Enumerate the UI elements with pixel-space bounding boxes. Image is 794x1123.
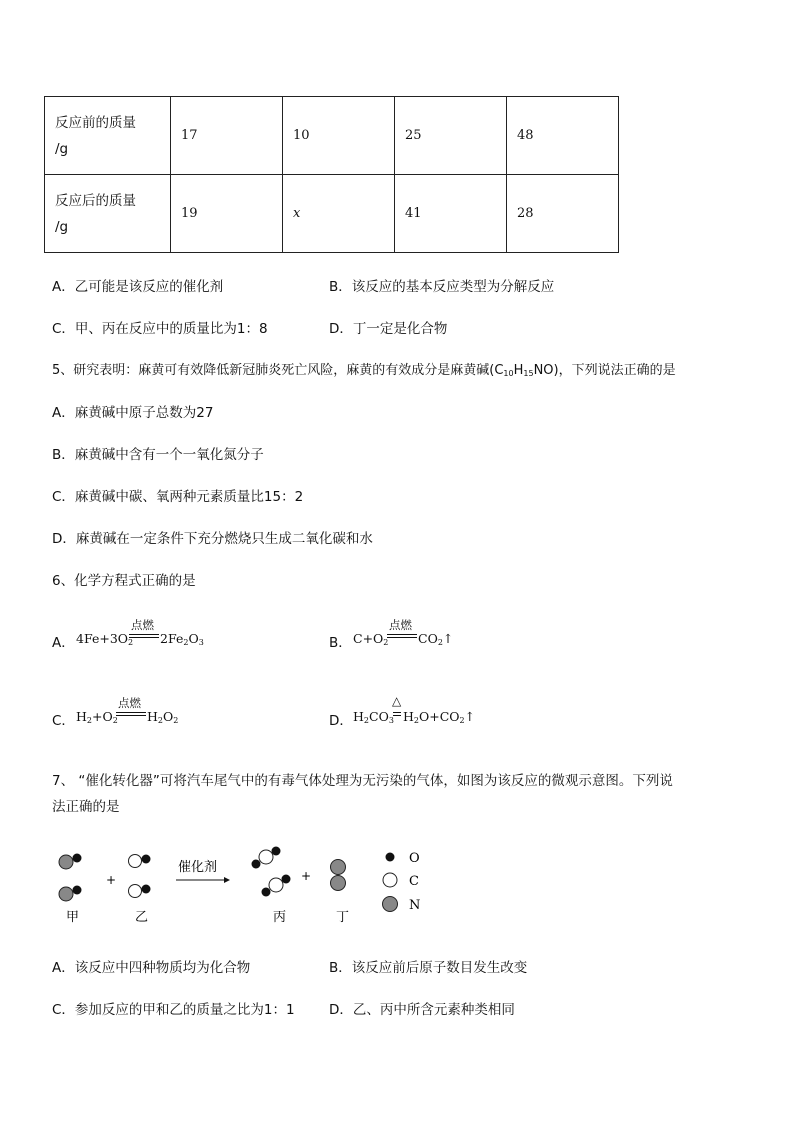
equals-sign [129, 634, 159, 638]
table-cell: 10 [283, 97, 395, 175]
reaction-diagram [0, 840, 794, 930]
q7-option-d[interactable]: D．乙、丙中所含元素种类相同 [329, 1002, 515, 1018]
option-label: A． [52, 635, 75, 651]
q7-option-b[interactable]: B．该反应前后原子数目发生改变 [329, 960, 528, 976]
legend-carbon-symbol [383, 873, 397, 887]
table-cell: x [283, 175, 395, 253]
legend-nitrogen-symbol [383, 897, 398, 912]
q5-option-c[interactable]: C．麻黄碱中碳、氧两种元素质量比15：2 [52, 489, 304, 505]
row-label: 反应后的质量 /g [45, 175, 171, 253]
label-jia: 甲 [66, 910, 80, 925]
equation-right: $H_2O_2$ [147, 709, 179, 725]
row-label: 反应前的质量 /g [45, 97, 171, 175]
plus-sign: + [301, 869, 312, 883]
table-cell: 17 [171, 97, 283, 175]
label-yi: 乙 [135, 910, 149, 925]
equals-sign [393, 712, 401, 716]
option-label: C． [52, 713, 75, 729]
q7-stem-line2: 法正确的是 [52, 799, 120, 815]
table-cell: 28 [507, 175, 619, 253]
mass-data-table [44, 96, 619, 253]
equation-right: $CO_2↑$ [418, 631, 454, 647]
condition-label: 点燃 [118, 696, 141, 710]
equation-right: $2Fe_2O_3$ [160, 631, 204, 647]
equals-sign [116, 712, 146, 716]
table-cell: 48 [507, 97, 619, 175]
legend-oxygen-label: O [409, 851, 420, 866]
catalyst-label: 催化剂 [178, 860, 218, 875]
table-cell: 19 [171, 175, 283, 253]
equation-left: $H_2+O_2$ [76, 709, 118, 725]
arrow-head [224, 877, 230, 883]
q7-option-a[interactable]: A．该反应中四种物质均为化合物 [52, 960, 251, 976]
equation-left: $C+O_2$ [353, 631, 389, 647]
legend-carbon-label: C [409, 874, 419, 889]
q4-option-b[interactable]: B．该反应的基本反应类型为分解反应 [329, 279, 555, 295]
equation-right: $H_2O+CO_2↑$ [403, 709, 476, 725]
table-row [45, 97, 619, 175]
q4-option-d[interactable]: D．丁一定是化合物 [329, 321, 448, 337]
q5-option-d[interactable]: D．麻黄碱在一定条件下充分燃烧只生成二氧化碳和水 [52, 531, 373, 547]
q7-stem-line1: 7、 “催化转化器”可将汽车尾气中的有毒气体处理为无污染的气体，如图为该反应的微观示意图。下列说 [52, 773, 673, 789]
condition-label: 点燃 [131, 618, 154, 632]
condition-label: 点燃 [389, 618, 412, 632]
table-cell: 41 [395, 175, 507, 253]
q5-option-a[interactable]: A．麻黄碱中原子总数为27 [52, 405, 214, 421]
plus-sign: + [106, 873, 117, 887]
label-ding: 丁 [336, 910, 350, 925]
legend-oxygen-symbol [386, 853, 395, 862]
table-cell: 25 [395, 97, 507, 175]
legend-nitrogen-label: N [409, 898, 421, 913]
molecule-jia [59, 854, 82, 902]
q6-stem: 6、化学方程式正确的是 [52, 573, 196, 589]
option-label: B． [329, 635, 352, 651]
table-row [45, 175, 619, 253]
q7-option-c[interactable]: C．参加反应的甲和乙的质量之比为1：1 [52, 1002, 295, 1018]
equation-left: $4Fe+3O_2$ [76, 631, 134, 647]
equation-left: $H_2CO_3$ [353, 709, 394, 725]
q4-option-a[interactable]: A．乙可能是该反应的催化剂 [52, 279, 224, 295]
q5-option-b[interactable]: B．麻黄碱中含有一个一氧化氮分子 [52, 447, 264, 463]
condition-label: △ [392, 694, 402, 708]
option-label: D． [329, 713, 353, 729]
molecule-ding [331, 860, 346, 891]
q5-stem: 5、研究表明：麻黄可有效降低新冠肺炎死亡风险，麻黄的有效成分是麻黄碱$(C_{10}H_{15}NO)$，下列说法正确的是 [52, 363, 676, 378]
molecule-bing [252, 847, 291, 897]
molecule-yi [129, 855, 151, 898]
atom-legend [383, 851, 421, 913]
equals-sign [387, 634, 417, 638]
q4-option-c[interactable]: C．甲、丙在反应中的质量比为1：8 [52, 321, 268, 337]
label-bing: 丙 [273, 910, 287, 925]
